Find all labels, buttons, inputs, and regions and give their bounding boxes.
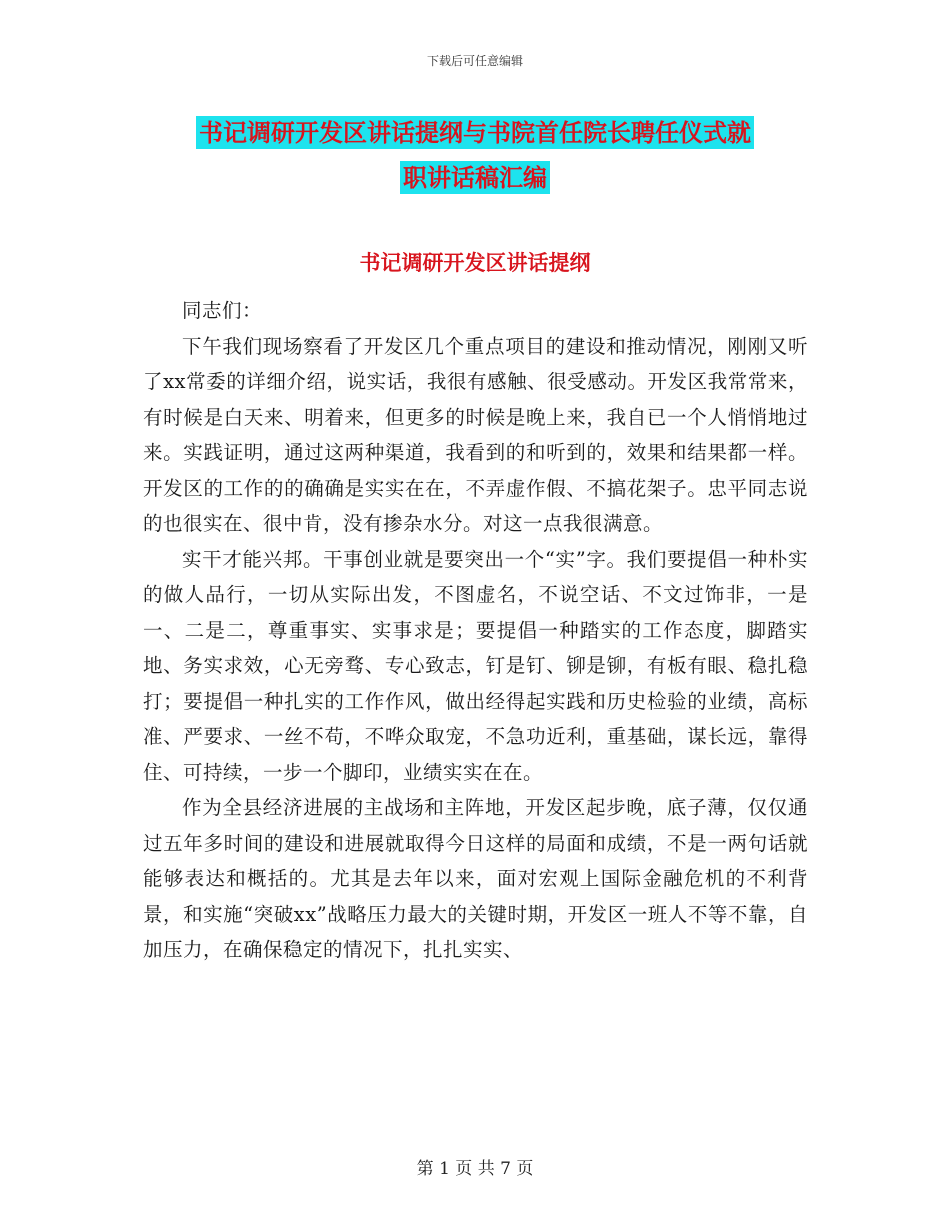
- document-title: [140, 110, 810, 200]
- title-line-1: 书记调研开发区讲话提纲与书院首任院长聘任仪式就: [196, 116, 754, 149]
- page-header-note: 下载后可任意编辑: [426, 54, 523, 68]
- paragraph: 作为全县经济进展的主战场和主阵地，开发区起步晚，底子薄，仅仅通过五年多时间的建设和进展就取得今日这样的局面和成绩，不是一两句话就能够表达和概括的。尤其是去年以来，面对宏观上国际金融危机的不利背景，和实施“突破xx”战略压力最大的关键时期，开发区一班人不等不靠，自加压力，在确保稳定的情况下，扎扎实实、: [143, 796, 808, 961]
- document-body: [143, 293, 808, 968]
- greeting: 同志们：: [182, 299, 263, 322]
- page-number: 第 1 页 共 7 页: [416, 1159, 534, 1179]
- title-line-2: 职讲话稿汇编: [400, 161, 550, 194]
- paragraph: 实干才能兴邦。干事创业就是要突出一个“实”字。我们要提倡一种朴实的做人品行，一切从实际出发，不图虚名，不说空话、不文过饰非，一是一、二是二，尊重事实、实事求是；要提倡一种踏实的工作态度，脚踏实地、务实求效，心无旁骛、专心致志，钉是钉、铆是铆，有板有眼、稳扎稳打；要提倡一种扎实的工作作风，做出经得起实践和历史检验的业绩，高标准、严要求、一丝不苟，不哗众取宠，不急功近利，重基础，谋长远，靠得住、可持续，一步一个脚印，业绩实实在在。: [143, 547, 808, 784]
- section-title: 书记调研开发区讲话提纲: [359, 250, 591, 275]
- paragraph: 下午我们现场察看了开发区几个重点项目的建设和推动情况，刚刚又听了xx常委的详细介绍，说实话，我很有感触、很受感动。开发区我常常来，有时候是白天来、明着来，但更多的时候是晚上来，我自已一个人悄悄地过来。实践证明，通过这两种渠道，我看到的和听到的，效果和结果都一样。开发区的工作的的确确是实实在在，不弄虚作假、不搞花架子。忠平同志说的也很实在、很中肯，没有掺杂水分。对这一点我很满意。: [143, 334, 808, 535]
